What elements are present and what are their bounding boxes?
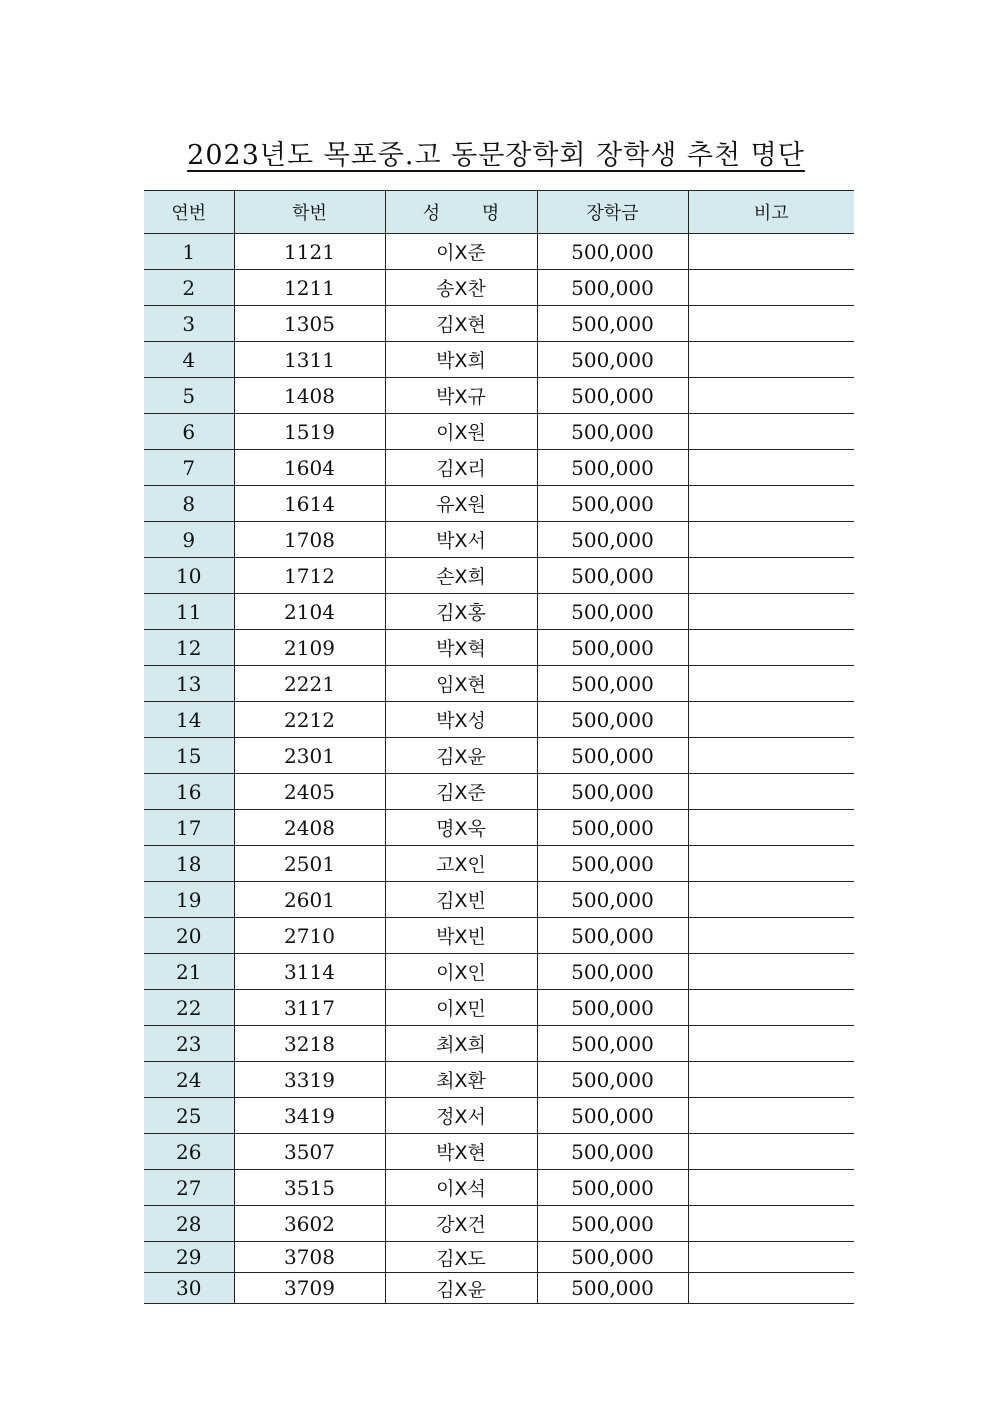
cell-student-id: 2212 — [234, 702, 385, 738]
table-row — [144, 918, 854, 954]
cell-amount: 500,000 — [537, 1170, 688, 1206]
cell-note — [688, 486, 854, 522]
cell-note — [688, 846, 854, 882]
cell-note — [688, 810, 854, 846]
cell-serial: 20 — [144, 918, 234, 954]
cell-name: 이X석 — [385, 1170, 537, 1206]
cell-serial: 15 — [144, 738, 234, 774]
cell-student-id: 1519 — [234, 414, 385, 450]
cell-name: 김X현 — [385, 306, 537, 342]
cell-name: 이X인 — [385, 954, 537, 990]
cell-student-id: 1121 — [234, 234, 385, 270]
header-amount: 장학금 — [537, 191, 688, 234]
cell-name: 김X윤 — [385, 1273, 537, 1304]
cell-serial: 24 — [144, 1062, 234, 1098]
cell-name: 김X홍 — [385, 594, 537, 630]
cell-amount: 500,000 — [537, 990, 688, 1026]
cell-serial: 23 — [144, 1026, 234, 1062]
cell-serial: 5 — [144, 378, 234, 414]
table-row — [144, 450, 854, 486]
cell-name: 임X현 — [385, 666, 537, 702]
cell-note — [688, 270, 854, 306]
cell-serial: 6 — [144, 414, 234, 450]
cell-serial: 18 — [144, 846, 234, 882]
cell-name: 이X민 — [385, 990, 537, 1026]
cell-note — [688, 1273, 854, 1304]
table-row — [144, 630, 854, 666]
cell-student-id: 1311 — [234, 342, 385, 378]
cell-amount: 500,000 — [537, 630, 688, 666]
cell-student-id: 3515 — [234, 1170, 385, 1206]
cell-amount: 500,000 — [537, 378, 688, 414]
cell-note — [688, 1242, 854, 1273]
cell-note — [688, 378, 854, 414]
table-row — [144, 1206, 854, 1242]
cell-amount: 500,000 — [537, 918, 688, 954]
cell-name: 강X건 — [385, 1206, 537, 1242]
cell-student-id: 1614 — [234, 486, 385, 522]
cell-amount: 500,000 — [537, 1026, 688, 1062]
cell-serial: 22 — [144, 990, 234, 1026]
cell-note — [688, 774, 854, 810]
cell-name: 최X희 — [385, 1026, 537, 1062]
cell-student-id: 3507 — [234, 1134, 385, 1170]
cell-student-id: 1604 — [234, 450, 385, 486]
cell-note — [688, 594, 854, 630]
cell-student-id: 3602 — [234, 1206, 385, 1242]
cell-student-id: 1211 — [234, 270, 385, 306]
cell-amount: 500,000 — [537, 882, 688, 918]
cell-name: 이X준 — [385, 234, 537, 270]
cell-name: 김X리 — [385, 450, 537, 486]
cell-note — [688, 558, 854, 594]
cell-serial: 8 — [144, 486, 234, 522]
cell-student-id: 3117 — [234, 990, 385, 1026]
table-row — [144, 1273, 854, 1304]
cell-note — [688, 234, 854, 270]
cell-note — [688, 450, 854, 486]
cell-amount: 500,000 — [537, 954, 688, 990]
cell-note — [688, 990, 854, 1026]
table-header-row — [144, 191, 854, 234]
cell-student-id: 2221 — [234, 666, 385, 702]
header-student-id: 학번 — [234, 191, 385, 234]
cell-student-id: 3319 — [234, 1062, 385, 1098]
header-name: 성 명 — [385, 191, 537, 234]
table-row — [144, 774, 854, 810]
table-row — [144, 594, 854, 630]
cell-amount: 500,000 — [537, 414, 688, 450]
table-row — [144, 846, 854, 882]
cell-student-id: 2405 — [234, 774, 385, 810]
scholarship-table — [144, 190, 854, 1304]
cell-note — [688, 522, 854, 558]
cell-serial: 27 — [144, 1170, 234, 1206]
cell-amount: 500,000 — [537, 486, 688, 522]
cell-name: 명X욱 — [385, 810, 537, 846]
cell-note — [688, 1098, 854, 1134]
cell-serial: 21 — [144, 954, 234, 990]
cell-student-id: 3419 — [234, 1098, 385, 1134]
document-title-text: 2023년도 목포중.고 동문장학회 장학생 추천 명단 — [187, 140, 805, 171]
cell-name: 김X준 — [385, 774, 537, 810]
document-title — [0, 136, 992, 176]
table-row — [144, 810, 854, 846]
table-row — [144, 702, 854, 738]
cell-serial: 25 — [144, 1098, 234, 1134]
cell-name: 송X찬 — [385, 270, 537, 306]
cell-amount: 500,000 — [537, 594, 688, 630]
cell-amount: 500,000 — [537, 342, 688, 378]
table-row — [144, 666, 854, 702]
cell-serial: 11 — [144, 594, 234, 630]
cell-student-id: 2104 — [234, 594, 385, 630]
cell-amount: 500,000 — [537, 1098, 688, 1134]
cell-name: 박X성 — [385, 702, 537, 738]
cell-serial: 1 — [144, 234, 234, 270]
cell-amount: 500,000 — [537, 234, 688, 270]
cell-serial: 12 — [144, 630, 234, 666]
cell-name: 유X원 — [385, 486, 537, 522]
table-row — [144, 270, 854, 306]
cell-name: 박X혁 — [385, 630, 537, 666]
cell-note — [688, 702, 854, 738]
table-row — [144, 1062, 854, 1098]
cell-amount: 500,000 — [537, 1242, 688, 1273]
cell-serial: 4 — [144, 342, 234, 378]
table-row — [144, 882, 854, 918]
cell-note — [688, 1134, 854, 1170]
cell-serial: 30 — [144, 1273, 234, 1304]
cell-name: 박X규 — [385, 378, 537, 414]
cell-amount: 500,000 — [537, 738, 688, 774]
cell-student-id: 3218 — [234, 1026, 385, 1062]
cell-student-id: 3709 — [234, 1273, 385, 1304]
cell-amount: 500,000 — [537, 1206, 688, 1242]
table-row — [144, 378, 854, 414]
cell-note — [688, 342, 854, 378]
cell-name: 박X서 — [385, 522, 537, 558]
cell-name: 박X현 — [385, 1134, 537, 1170]
cell-name: 고X인 — [385, 846, 537, 882]
cell-amount: 500,000 — [537, 450, 688, 486]
cell-serial: 7 — [144, 450, 234, 486]
cell-amount: 500,000 — [537, 1134, 688, 1170]
cell-amount: 500,000 — [537, 774, 688, 810]
cell-serial: 9 — [144, 522, 234, 558]
cell-student-id: 2301 — [234, 738, 385, 774]
table-row — [144, 342, 854, 378]
cell-serial: 26 — [144, 1134, 234, 1170]
cell-amount: 500,000 — [537, 666, 688, 702]
cell-serial: 29 — [144, 1242, 234, 1273]
cell-note — [688, 630, 854, 666]
cell-serial: 28 — [144, 1206, 234, 1242]
cell-student-id: 2710 — [234, 918, 385, 954]
cell-name: 이X원 — [385, 414, 537, 450]
table-row — [144, 522, 854, 558]
cell-serial: 10 — [144, 558, 234, 594]
cell-student-id: 1712 — [234, 558, 385, 594]
cell-amount: 500,000 — [537, 702, 688, 738]
cell-serial: 3 — [144, 306, 234, 342]
cell-note — [688, 1170, 854, 1206]
cell-amount: 500,000 — [537, 810, 688, 846]
cell-note — [688, 1062, 854, 1098]
table-row — [144, 234, 854, 270]
cell-serial: 19 — [144, 882, 234, 918]
table-row — [144, 1170, 854, 1206]
cell-serial: 17 — [144, 810, 234, 846]
cell-amount: 500,000 — [537, 270, 688, 306]
cell-student-id: 1408 — [234, 378, 385, 414]
table-row — [144, 306, 854, 342]
table-row — [144, 1134, 854, 1170]
cell-note — [688, 738, 854, 774]
cell-name: 박X희 — [385, 342, 537, 378]
cell-note — [688, 414, 854, 450]
table-row — [144, 1242, 854, 1273]
table-row — [144, 1098, 854, 1134]
cell-note — [688, 954, 854, 990]
cell-student-id: 2601 — [234, 882, 385, 918]
table-row — [144, 954, 854, 990]
cell-serial: 16 — [144, 774, 234, 810]
cell-amount: 500,000 — [537, 522, 688, 558]
cell-name: 손X희 — [385, 558, 537, 594]
cell-name: 김X도 — [385, 1242, 537, 1273]
cell-amount: 500,000 — [537, 306, 688, 342]
header-serial: 연번 — [144, 191, 234, 234]
cell-student-id: 3708 — [234, 1242, 385, 1273]
cell-amount: 500,000 — [537, 1062, 688, 1098]
cell-student-id: 3114 — [234, 954, 385, 990]
cell-name: 김X빈 — [385, 882, 537, 918]
table-row — [144, 414, 854, 450]
cell-note — [688, 666, 854, 702]
table-row — [144, 558, 854, 594]
table-row — [144, 1026, 854, 1062]
cell-name: 박X빈 — [385, 918, 537, 954]
cell-note — [688, 306, 854, 342]
cell-note — [688, 1026, 854, 1062]
cell-note — [688, 1206, 854, 1242]
cell-student-id: 2501 — [234, 846, 385, 882]
cell-name: 최X환 — [385, 1062, 537, 1098]
table-body — [144, 234, 854, 1304]
cell-name: 정X서 — [385, 1098, 537, 1134]
cell-name: 김X윤 — [385, 738, 537, 774]
table-row — [144, 486, 854, 522]
cell-serial: 13 — [144, 666, 234, 702]
cell-note — [688, 882, 854, 918]
cell-note — [688, 918, 854, 954]
table-row — [144, 738, 854, 774]
cell-amount: 500,000 — [537, 558, 688, 594]
cell-student-id: 1305 — [234, 306, 385, 342]
cell-student-id: 2408 — [234, 810, 385, 846]
header-note: 비고 — [688, 191, 854, 234]
cell-amount: 500,000 — [537, 846, 688, 882]
cell-student-id: 2109 — [234, 630, 385, 666]
cell-serial: 2 — [144, 270, 234, 306]
table-row — [144, 990, 854, 1026]
cell-serial: 14 — [144, 702, 234, 738]
cell-amount: 500,000 — [537, 1273, 688, 1304]
cell-student-id: 1708 — [234, 522, 385, 558]
